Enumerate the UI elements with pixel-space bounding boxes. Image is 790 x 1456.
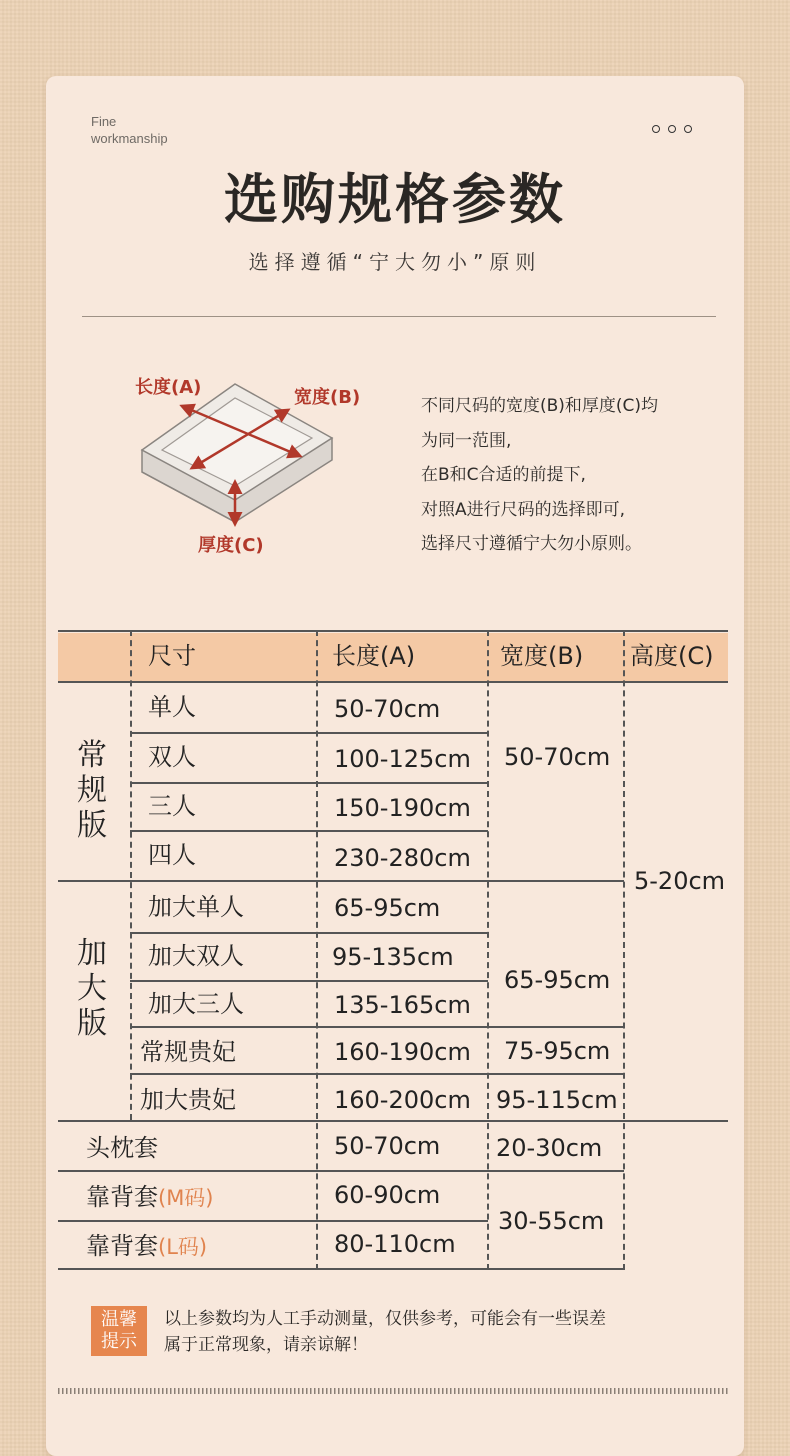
group-large: 加 大 版 bbox=[77, 936, 107, 1041]
desc-line: 选择尺寸遵循宁大勿小原则。 bbox=[421, 534, 642, 554]
row-length: 230-280cm bbox=[334, 844, 471, 872]
backrest-width: 30-55cm bbox=[498, 1207, 605, 1235]
cover-length: 50-70cm bbox=[334, 1132, 441, 1160]
diagram-description bbox=[421, 389, 658, 562]
row-name: 加大三人 bbox=[148, 990, 244, 1018]
cover-name: 靠背套(M码) bbox=[86, 1183, 214, 1211]
decorative-stripe bbox=[58, 1388, 730, 1394]
cover-length: 80-110cm bbox=[334, 1230, 456, 1258]
cover-width: 20-30cm bbox=[496, 1134, 603, 1162]
width-large: 65-95cm bbox=[504, 966, 611, 994]
label-thickness: 厚度(C) bbox=[198, 535, 264, 556]
notice-line: 以上参数均为人工手动测量，仅供参考，可能会有一些误差 bbox=[164, 1309, 606, 1329]
desc-line: 对照A进行尺码的选择即可, bbox=[421, 499, 626, 520]
row-length: 160-190cm bbox=[334, 1038, 471, 1066]
badge-line: 温馨 bbox=[101, 1309, 137, 1330]
notice-badge bbox=[91, 1306, 147, 1356]
desc-line: 在B和C合适的前提下, bbox=[421, 465, 586, 485]
notice-line: 属于正常现象，请亲谅解！ bbox=[164, 1335, 368, 1355]
row-name: 加大单人 bbox=[148, 893, 244, 921]
page-title: 选购规格参数 bbox=[224, 168, 566, 231]
tagline bbox=[91, 113, 168, 147]
spec-table bbox=[58, 630, 728, 1270]
tagline-line-1: Fine bbox=[91, 114, 117, 129]
row-length: 95-135cm bbox=[332, 943, 454, 971]
row-name: 四人 bbox=[148, 841, 196, 869]
cover-length: 60-90cm bbox=[334, 1181, 441, 1209]
badge-line: 提示 bbox=[101, 1331, 137, 1352]
row-length: 50-70cm bbox=[334, 695, 441, 723]
width-regular: 50-70cm bbox=[504, 743, 611, 771]
row-width: 95-115cm bbox=[496, 1086, 618, 1114]
group-regular: 常 规 版 bbox=[77, 738, 107, 843]
header-length: 长度(A) bbox=[332, 642, 416, 670]
divider bbox=[82, 316, 716, 317]
header-width: 宽度(B) bbox=[500, 642, 584, 670]
label-length: 长度(A) bbox=[135, 377, 202, 398]
cover-name: 靠背套(L码) bbox=[86, 1232, 208, 1260]
row-length: 150-190cm bbox=[334, 794, 471, 822]
cover-size: (L码) bbox=[158, 1235, 208, 1259]
desc-line: 不同尺码的宽度(B)和厚度(C)均 bbox=[421, 396, 659, 416]
notice-text bbox=[164, 1306, 606, 1358]
row-width: 75-95cm bbox=[504, 1037, 611, 1065]
page-subtitle: 选择遵循“宁大勿小”原则 bbox=[248, 250, 542, 274]
row-length: 160-200cm bbox=[334, 1086, 471, 1114]
row-name: 单人 bbox=[148, 693, 196, 721]
header-size: 尺寸 bbox=[148, 642, 196, 670]
row-name: 双人 bbox=[148, 743, 196, 771]
tagline-line-2: workmanship bbox=[91, 131, 168, 146]
cover-name: 头枕套 bbox=[86, 1134, 158, 1162]
desc-line: 为同一范围, bbox=[421, 430, 512, 451]
cover-size: (M码) bbox=[158, 1186, 214, 1210]
height-all: 5-20cm bbox=[634, 867, 726, 895]
label-width: 宽度(B) bbox=[294, 387, 361, 408]
row-length: 65-95cm bbox=[334, 894, 441, 922]
header-height: 高度(C) bbox=[630, 642, 714, 670]
row-length: 135-165cm bbox=[334, 991, 471, 1019]
row-name: 常规贵妃 bbox=[140, 1038, 236, 1066]
row-name: 加大双人 bbox=[148, 942, 244, 970]
row-length: 100-125cm bbox=[334, 745, 471, 773]
dots-icon bbox=[652, 125, 692, 133]
row-name: 三人 bbox=[148, 792, 196, 820]
row-name: 加大贵妃 bbox=[140, 1086, 236, 1114]
